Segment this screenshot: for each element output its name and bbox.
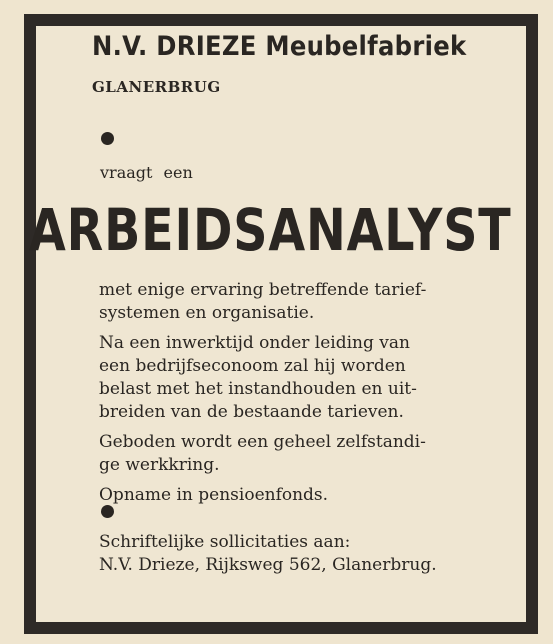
- footer-line: N.V. Drieze, Rijksweg 562, Glanerbrug.: [99, 555, 437, 575]
- text-line: belast met het instandhouden en uit-: [99, 379, 417, 399]
- bullet-dot-icon: [101, 132, 114, 145]
- job-title-headline: ARBEIDSANALYST: [29, 196, 512, 264]
- text-line: Opname in pensioenfonds.: [99, 485, 329, 505]
- text-line: systemen en organisatie.: [99, 303, 315, 323]
- footer-line: Schriftelijke sollicitaties aan:: [99, 532, 351, 552]
- text-line: Geboden wordt een geheel zelfstandi-: [99, 432, 426, 452]
- text-line: breiden van de bestaande tarieven.: [99, 402, 404, 422]
- paragraph-experience: [99, 279, 494, 325]
- paragraph-duties: [99, 332, 494, 424]
- text-line: met enige ervaring betreffende tarief-: [99, 280, 427, 300]
- company-name: N.V. DRIEZE Meubelfabriek: [92, 31, 467, 62]
- text-line: ge werkkring.: [99, 455, 220, 475]
- text-line: een bedrijfseconoom zal hij worden: [99, 356, 406, 376]
- text-line: Na een inwerktijd onder leiding van: [99, 333, 410, 353]
- bullet-dot-icon: [101, 505, 114, 518]
- company-city: GLANERBRUG: [92, 78, 221, 96]
- intro-text: vraagt een: [100, 163, 193, 182]
- paragraph-pension: [99, 484, 494, 507]
- paragraph-offer: [99, 431, 494, 477]
- application-address: [99, 531, 499, 577]
- job-description: [99, 279, 494, 507]
